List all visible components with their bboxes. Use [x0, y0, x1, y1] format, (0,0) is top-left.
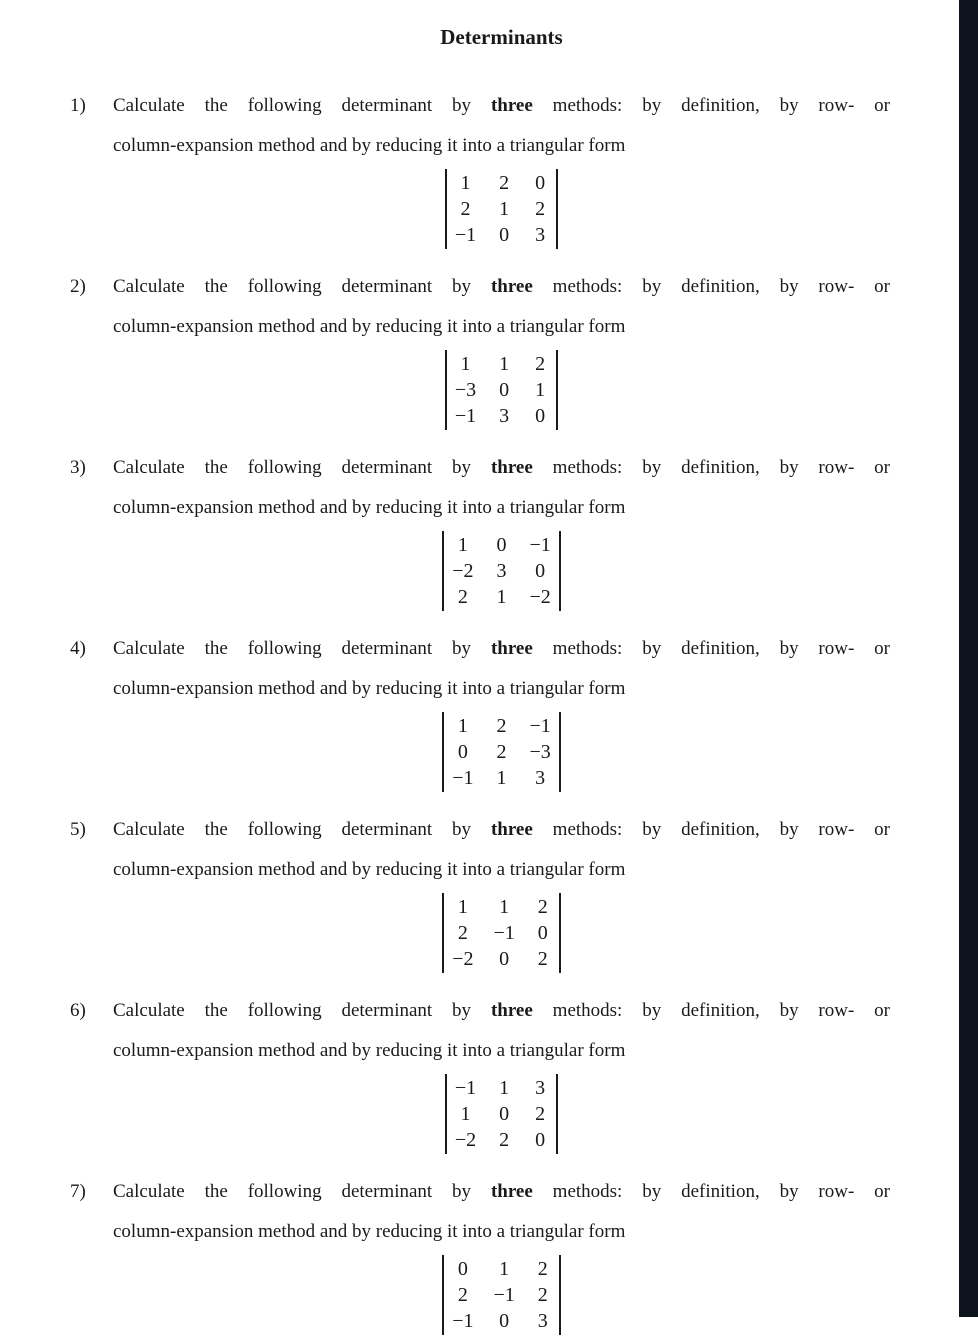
problem-text-line1: [113, 991, 890, 1031]
problem-text-line1: [113, 1172, 890, 1212]
prompt-text-after: methods: by definition, by row- or: [552, 1181, 891, 1202]
prompt-bold-word: three: [490, 457, 533, 478]
matrix-cell: 2: [537, 1284, 548, 1306]
determinant-matrix: [442, 893, 561, 973]
determinant-wrap: [113, 893, 890, 973]
determinant-matrix: [442, 1255, 561, 1335]
problem-number: 2): [70, 276, 86, 297]
matrix-cell: 2: [457, 1284, 468, 1306]
matrix-cell: −2: [452, 948, 474, 970]
determinant-matrix: [445, 350, 558, 430]
problem-number: 3): [70, 457, 86, 478]
matrix-cell: 3: [496, 560, 507, 582]
problem-item-4: [70, 629, 890, 800]
problem-text-line2: column-expansion method and by reducing it into a triangular form: [113, 135, 626, 156]
problem-text-line1: [113, 267, 890, 307]
problem-text-line2: column-expansion method and by reducing it into a triangular form: [113, 497, 626, 518]
problem-number: 1): [70, 95, 86, 116]
matrix-cell: −1: [529, 715, 551, 737]
problem-item-5: [70, 810, 890, 981]
prompt-text-after: methods: by definition, by row- or: [552, 457, 891, 478]
matrix-cell: 0: [537, 922, 548, 944]
prompt-text-before: Calculate the following determinant by: [113, 1181, 472, 1202]
matrix-cell: −1: [493, 922, 515, 944]
problem-text-line1: [113, 629, 890, 669]
matrix-cell: −1: [452, 1310, 474, 1332]
problem-number: 7): [70, 1181, 86, 1202]
matrix-cell: 2: [457, 922, 468, 944]
matrix-cell: 2: [535, 1103, 546, 1125]
problem-text-line2: column-expansion method and by reducing it into a triangular form: [113, 1040, 626, 1061]
matrix-cell: −1: [454, 224, 477, 246]
matrix-cell: 0: [535, 172, 546, 194]
prompt-text-after: methods: by definition, by row- or: [552, 819, 891, 840]
matrix-cell: −1: [452, 767, 474, 789]
problem-number: 5): [70, 819, 86, 840]
problem-text-line2: column-expansion method and by reducing it into a triangular form: [113, 678, 626, 699]
matrix-cell: 2: [457, 586, 468, 608]
problem-item-2: [70, 267, 890, 438]
right-edge-strip: [959, 0, 978, 1317]
matrix-cell: 1: [499, 353, 510, 375]
matrix-cell: 0: [499, 1310, 510, 1332]
matrix-cell: 0: [499, 379, 510, 401]
matrix-cell: 2: [499, 172, 510, 194]
problem-text-line1: [113, 810, 890, 850]
problem-item-1: [70, 86, 890, 257]
prompt-text-after: methods: by definition, by row- or: [552, 638, 891, 659]
matrix-cell: 1: [496, 586, 507, 608]
matrix-cell: −3: [529, 741, 551, 763]
matrix-cell: 3: [535, 224, 546, 246]
determinant-matrix: [445, 169, 558, 249]
matrix-cell: 0: [496, 534, 507, 556]
matrix-cell: 1: [457, 534, 468, 556]
problem-item-7: [70, 1172, 890, 1343]
problem-item-3: [70, 448, 890, 619]
problem-text-line2: column-expansion method and by reducing it into a triangular form: [113, 316, 626, 337]
matrix-cell: −1: [454, 1077, 477, 1099]
determinant-wrap: [113, 1074, 890, 1154]
prompt-bold-word: three: [490, 95, 533, 116]
problem-body: [113, 991, 890, 1162]
matrix-cell: 1: [499, 896, 510, 918]
matrix-cell: 2: [535, 353, 546, 375]
matrix-cell: −1: [493, 1284, 515, 1306]
page-title: Determinants: [440, 25, 563, 49]
prompt-text-after: methods: by definition, by row- or: [552, 1000, 891, 1021]
determinant-wrap: [113, 350, 890, 430]
determinant-matrix: [445, 1074, 558, 1154]
problem-text-line1: [113, 448, 890, 488]
determinant-wrap: [113, 531, 890, 611]
prompt-bold-word: three: [490, 276, 533, 297]
problem-number: 6): [70, 1000, 86, 1021]
prompt-text-before: Calculate the following determinant by: [113, 457, 472, 478]
matrix-cell: 1: [499, 198, 510, 220]
determinant-wrap: [113, 169, 890, 249]
matrix-cell: 1: [499, 1077, 510, 1099]
matrix-cell: 1: [499, 1258, 510, 1280]
matrix-cell: −2: [454, 1129, 477, 1151]
matrix-cell: 0: [535, 405, 546, 427]
prompt-text-after: methods: by definition, by row- or: [552, 95, 891, 116]
problem-body: [113, 86, 890, 257]
matrix-cell: −1: [529, 534, 551, 556]
prompt-bold-word: three: [490, 1181, 533, 1202]
problem-body: [113, 629, 890, 800]
determinant-matrix: [442, 712, 561, 792]
determinant-wrap: [113, 1255, 890, 1335]
matrix-cell: 2: [499, 1129, 510, 1151]
problem-number: 4): [70, 638, 86, 659]
matrix-cell: 2: [460, 198, 471, 220]
problem-text-line1: [113, 86, 890, 126]
matrix-cell: −2: [529, 586, 551, 608]
matrix-cell: −1: [454, 405, 477, 427]
problem-item-6: [70, 991, 890, 1162]
matrix-cell: 1: [457, 896, 468, 918]
matrix-cell: −2: [452, 560, 474, 582]
matrix-cell: 2: [496, 715, 507, 737]
matrix-cell: 2: [537, 1258, 548, 1280]
matrix-cell: 2: [537, 948, 548, 970]
matrix-cell: −3: [454, 379, 477, 401]
problem-body: [113, 267, 890, 438]
matrix-cell: 0: [457, 741, 468, 763]
prompt-text-after: methods: by definition, by row- or: [552, 276, 891, 297]
matrix-cell: 3: [535, 767, 546, 789]
prompt-bold-word: three: [490, 638, 533, 659]
matrix-cell: 0: [499, 948, 510, 970]
prompt-text-before: Calculate the following determinant by: [113, 638, 472, 659]
matrix-cell: 2: [496, 741, 507, 763]
matrix-cell: 0: [535, 560, 546, 582]
problem-text-line2: column-expansion method and by reducing it into a triangular form: [113, 859, 626, 880]
matrix-cell: 0: [499, 224, 510, 246]
matrix-cell: 1: [496, 767, 507, 789]
matrix-cell: 2: [537, 896, 548, 918]
matrix-cell: 0: [535, 1129, 546, 1151]
matrix-cell: 0: [457, 1258, 468, 1280]
matrix-cell: 0: [499, 1103, 510, 1125]
matrix-cell: 1: [460, 1103, 471, 1125]
prompt-text-before: Calculate the following determinant by: [113, 95, 472, 116]
problem-body: [113, 1172, 890, 1343]
matrix-cell: 1: [457, 715, 468, 737]
prompt-bold-word: three: [490, 819, 533, 840]
prompt-text-before: Calculate the following determinant by: [113, 276, 472, 297]
matrix-cell: 2: [535, 198, 546, 220]
prompt-bold-word: three: [490, 1000, 533, 1021]
prompt-text-before: Calculate the following determinant by: [113, 819, 472, 840]
prompt-text-before: Calculate the following determinant by: [113, 1000, 472, 1021]
determinant-wrap: [113, 712, 890, 792]
problem-text-line2: column-expansion method and by reducing it into a triangular form: [113, 1221, 626, 1242]
problem-body: [113, 810, 890, 981]
matrix-cell: 3: [535, 1077, 546, 1099]
matrix-cell: 3: [537, 1310, 548, 1332]
determinant-matrix: [442, 531, 561, 611]
matrix-cell: 1: [535, 379, 546, 401]
problem-body: [113, 448, 890, 619]
matrix-cell: 1: [460, 353, 471, 375]
matrix-cell: 3: [499, 405, 510, 427]
matrix-cell: 1: [460, 172, 471, 194]
